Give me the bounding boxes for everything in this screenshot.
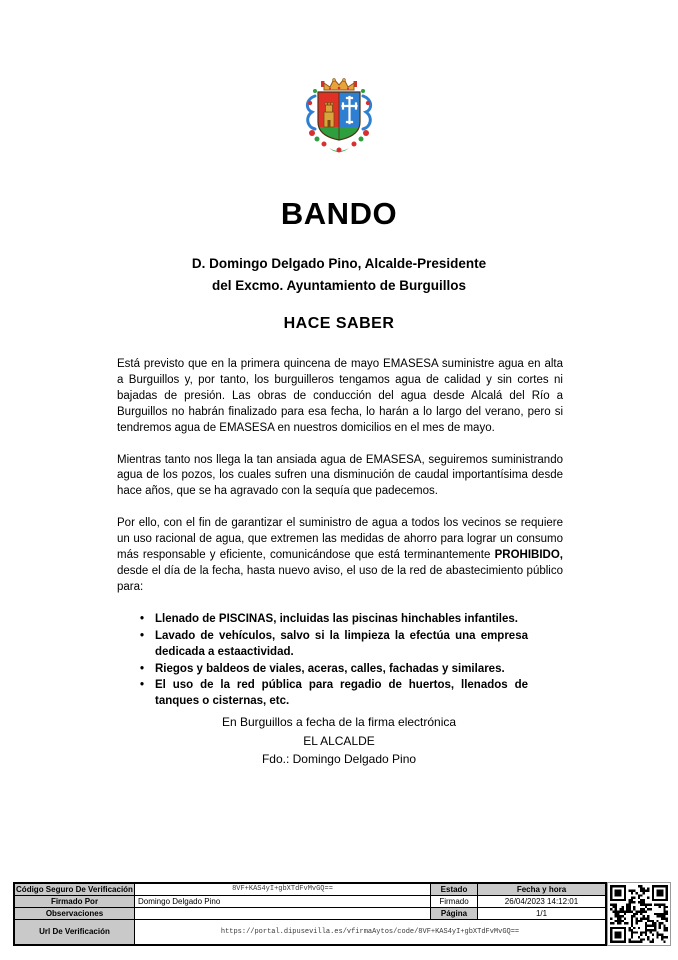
fecha-hora-label: Fecha y hora: [478, 884, 605, 896]
paragraph-3: [117, 516, 563, 596]
burguillos-coat-of-arms-icon: [304, 76, 374, 159]
prohibido-emphasis: PROHIBIDO,: [494, 549, 563, 562]
observaciones-value: [135, 908, 431, 920]
url-verificacion-value: https://portal.dipusevilla.es/vfirmaAytos/code/8VF+KAS4yI+gbXTdFvMvGQ==: [220, 927, 520, 936]
paragraph-3-tail: desde el día de la fecha, hasta nuevo aviso, el uso de la red de abastecimiento público para:: [117, 564, 563, 593]
qr-code-icon: [607, 882, 671, 946]
csv-value: 8VF+KAS4yI+gbXTdFvMvGQ==: [135, 884, 431, 896]
list-item: • Llenado de PISCINAS, incluidas las piscinas hinchables infantiles.: [155, 612, 528, 628]
issuer-name-line: D. Domingo Delgado Pino, Alcalde-Presidente: [191, 256, 487, 271]
pagina-value: 1/1: [478, 908, 605, 920]
firmado-por-value: Domingo Delgado Pino: [135, 896, 431, 908]
paragraph-1: Está previsto que en la primera quincena de mayo EMASESA suministre agua en alta a Burguillos y, por tanto, los burguilleros tengamos agua de calidad y sin cortes ni bajadas de presión. Las obras de conducción del agua desde Alcalá del Río a Burguillos no habrán finalizado para esa fecha, lo harán a lo largo del verano, pero si tendremos agua de EMASESA en nuestros domicilios en el mes de mayo.: [117, 358, 563, 434]
closing-place-line: En Burguillos a fecha de la firma electrónica: [221, 715, 457, 729]
list-item: • El uso de la red pública para regadio de huertos, llenados de tanques o cisternas, etc.: [155, 678, 528, 710]
firmado-por-label: Firmado Por: [15, 896, 135, 908]
list-item: • Lavado de vehículos, salvo si la limpieza la efectúa una empresa dedicada a estaactividad.: [155, 629, 528, 661]
paragraph-3-lead: Por ello, con el fin de garantizar el suministro de agua a todos los vecinos se requiere un uso racional de agua, que extremen las medidas de ahorro para lograr un consumo más responsable y eficiente, comunicándose que está terminantemente: [117, 517, 563, 562]
observaciones-label: Observaciones: [15, 908, 135, 920]
estado-value: Firmado: [431, 896, 478, 908]
prohibitions-list: [117, 612, 563, 710]
issuer-subtitle: [0, 253, 678, 297]
issuer-entity-line: del Excmo. Ayuntamiento de Burguillos: [211, 278, 467, 293]
page-title: BANDO: [280, 196, 398, 231]
csv-label: Código Seguro De Verificación: [15, 884, 135, 896]
document-body: [117, 357, 563, 711]
fecha-hora-value: 26/04/2023 14:12:01: [478, 896, 605, 908]
closing-signed-line: Fdo.: Domingo Delgado Pino: [261, 752, 417, 766]
closing-role-line: EL ALCALDE: [303, 733, 375, 748]
list-item: • Riegos y baldeos de viales, aceras, calles, fachadas y similares.: [155, 662, 528, 678]
url-verificacion-label: Url De Verificación: [15, 920, 135, 944]
pagina-label: Página: [431, 908, 478, 920]
signature-block: [0, 713, 678, 769]
estado-label: Estado: [431, 884, 478, 896]
section-heading: HACE SABER: [283, 315, 395, 332]
paragraph-2: Mientras tanto nos llega la tan ansiada agua de EMASESA, seguiremos suministrando agua de los pozos, los cuales sufren una disminución de caudal importantísima desde hace años, que se ha agravado con la sequía que padecemos.: [117, 453, 563, 498]
verification-table: [13, 882, 607, 946]
